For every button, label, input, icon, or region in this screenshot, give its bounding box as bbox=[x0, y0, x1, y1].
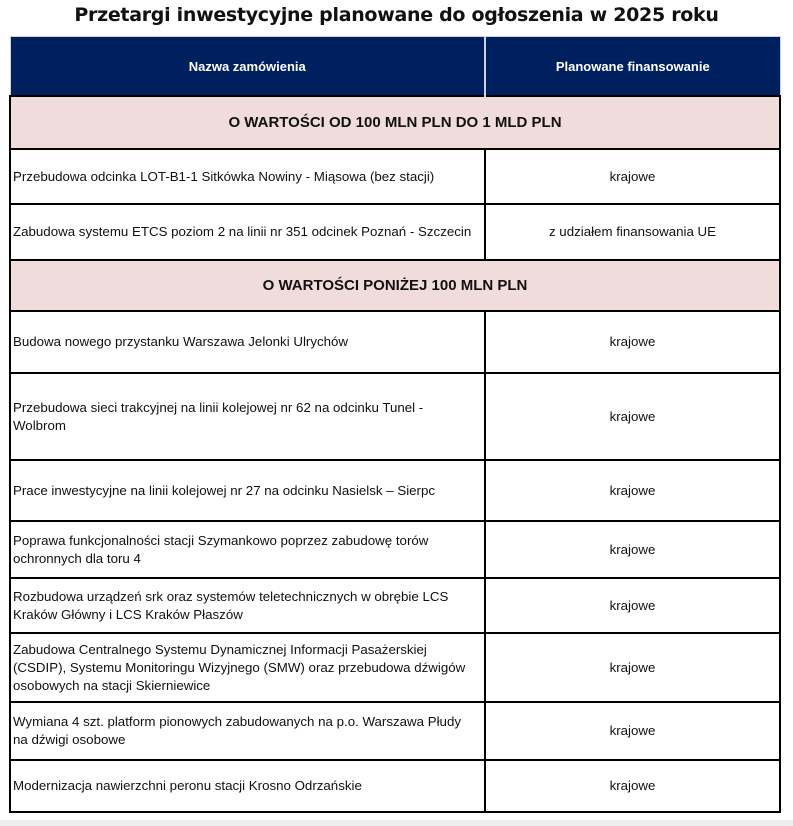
table-row bbox=[10, 760, 780, 812]
tender-financing: krajowe bbox=[485, 149, 780, 204]
tender-name: Przebudowa odcinka LOT-B1-1 Sitkówka Nowiny - Miąsowa (bez stacji) bbox=[10, 149, 485, 204]
table-row bbox=[10, 149, 780, 204]
section-label: O WARTOŚCI PONIŻEJ 100 MLN PLN bbox=[10, 260, 780, 311]
tenders-table bbox=[9, 36, 781, 813]
table-row bbox=[10, 633, 780, 702]
section-label: O WARTOŚCI OD 100 MLN PLN DO 1 MLD PLN bbox=[10, 96, 780, 149]
page-bottom-edge bbox=[0, 820, 793, 826]
tender-name: Modernizacja nawierzchni peronu stacji Krosno Odrzańskie bbox=[10, 760, 485, 812]
column-header-name: Nazwa zamówienia bbox=[10, 37, 485, 97]
tender-financing: krajowe bbox=[485, 702, 780, 760]
tender-financing: krajowe bbox=[485, 521, 780, 578]
table-row bbox=[10, 311, 780, 373]
table-row bbox=[10, 204, 780, 260]
tender-financing: krajowe bbox=[485, 760, 780, 812]
tender-financing: krajowe bbox=[485, 311, 780, 373]
table-row bbox=[10, 460, 780, 521]
section-header-row bbox=[10, 260, 780, 311]
tender-financing: krajowe bbox=[485, 578, 780, 633]
tender-name: Zabudowa systemu ETCS poziom 2 na linii nr 351 odcinek Poznań - Szczecin bbox=[10, 204, 485, 260]
tender-name: Budowa nowego przystanku Warszawa Jelonki Ulrychów bbox=[10, 311, 485, 373]
section-header-row bbox=[10, 96, 780, 149]
tender-financing: z udziałem finansowania UE bbox=[485, 204, 780, 260]
tender-name: Zabudowa Centralnego Systemu Dynamicznej Informacji Pasażerskiej (CSDIP), Systemu Monitoringu Wizyjnego (SMW) oraz przebudowa dźwigów osobowych na stacji Skierniewice bbox=[10, 633, 485, 702]
tender-name: Prace inwestycyjne na linii kolejowej nr 27 na odcinku Nasielsk – Sierpc bbox=[10, 460, 485, 521]
tender-financing: krajowe bbox=[485, 633, 780, 702]
table-row bbox=[10, 373, 780, 460]
tender-financing: krajowe bbox=[485, 460, 780, 521]
table-row bbox=[10, 521, 780, 578]
tender-name: Poprawa funkcjonalności stacji Szymankowo poprzez zabudowę torów ochronnych dla toru 4 bbox=[10, 521, 485, 578]
tender-name: Rozbudowa urządzeń srk oraz systemów teletechnicznych w obrębie LCS Kraków Główny i LCS Kraków Płaszów bbox=[10, 578, 485, 633]
table-header-row bbox=[10, 37, 780, 97]
table-row bbox=[10, 578, 780, 633]
column-header-financing: Planowane finansowanie bbox=[485, 37, 780, 97]
table-row bbox=[10, 702, 780, 760]
page-title: Przetargi inwestycyjne planowane do ogłoszenia w 2025 roku bbox=[74, 4, 719, 26]
tender-name: Przebudowa sieci trakcyjnej na linii kolejowej nr 62 na odcinku Tunel - Wolbrom bbox=[10, 373, 485, 460]
tender-financing: krajowe bbox=[485, 373, 780, 460]
tender-name: Wymiana 4 szt. platform pionowych zabudowanych na p.o. Warszawa Płudy na dźwigi osobowe bbox=[10, 702, 485, 760]
